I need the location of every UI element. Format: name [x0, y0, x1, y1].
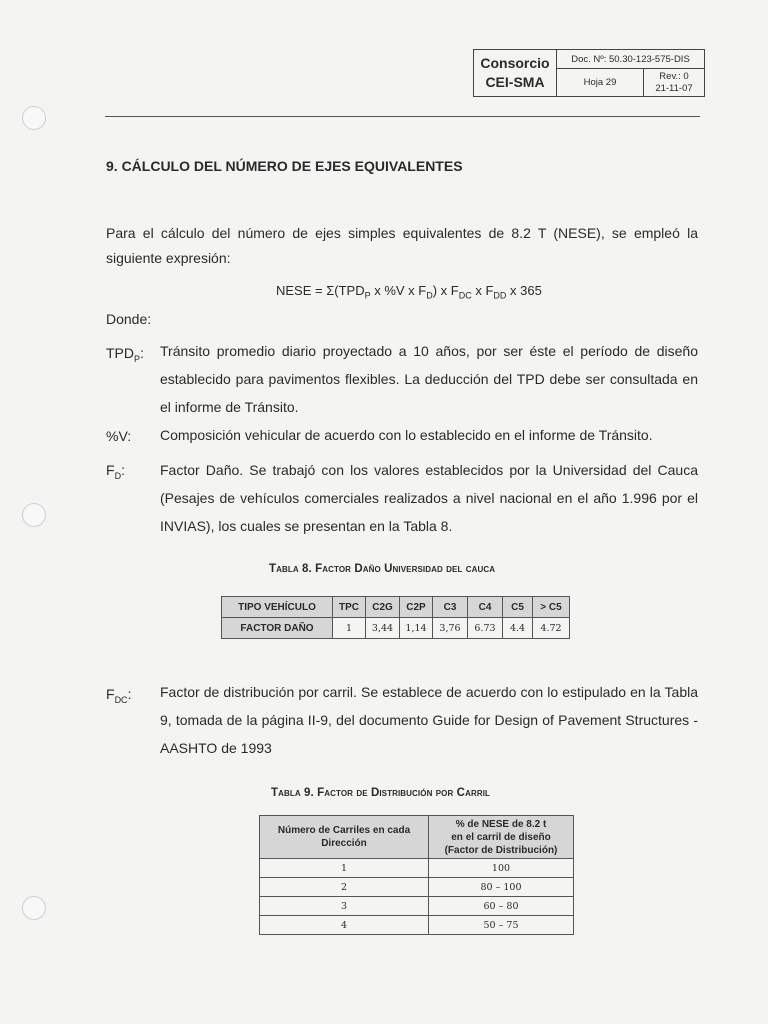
table8-header-cell: C2G	[366, 597, 400, 618]
table9-factor-cell: 60 – 80	[429, 897, 574, 916]
header-divider	[105, 116, 700, 117]
table8-row-label: FACTOR DAÑO	[222, 618, 333, 639]
table-row	[222, 618, 570, 639]
organization-name: Consorcio CEI-SMA	[474, 50, 557, 97]
table8-row-label: TIPO VEHÍCULO	[222, 597, 333, 618]
table9-header-factor: % de NESE de 8.2 t en el carril de diseño (Factor de Distribución)	[429, 816, 574, 859]
table8-damage-factor	[221, 596, 570, 639]
document-header	[473, 49, 705, 97]
definition-tpd: Tránsito promedio diario proyectado a 10 años, por ser éste el período de diseño establecido para pavimentos flexibles. La deducción del TPD debe ser consultada en el informe de Tránsito.	[160, 343, 698, 415]
page-number: Hoja 29	[557, 69, 644, 97]
document-number: Doc. Nº: 50.30-123-575-DIS	[557, 50, 705, 69]
intro-paragraph: Para el cálculo del número de ejes simples equivalentes de 8.2 T (NESE), se empleó la siguiente expresión:	[106, 225, 698, 266]
definition-pv: Composición vehicular de acuerdo con lo establecido en el informe de Tránsito.	[160, 427, 653, 443]
table9-caption: Tabla 9. Factor de Distribución por Carril	[271, 787, 491, 799]
table9-lanes-cell: 2	[260, 878, 429, 897]
table9-factor-cell: 50 – 75	[429, 916, 574, 935]
nese-formula: NESE = $\Sigma(TPD_P$ x %V x $F_D$) x $F_{DC}$ x $F_{DD}$ x 365	[276, 283, 542, 301]
term-pv: %V:	[106, 428, 132, 444]
table8-header-cell: C4	[468, 597, 503, 618]
table-row	[260, 816, 574, 859]
definition-fdc: Factor de distribución por carril. Se establece de acuerdo con lo estipulado en la Tabla 9, tomada de la página II-9, del documento Guide for Design of Pavement Structures - AASHTO de 1993	[160, 684, 698, 756]
definition-fd: Factor Daño. Se trabajó con los valores establecidos por la Universidad del Cauca (Pesajes de vehículos comerciales realizados a nivel nacional en el año 1.996 por el INVIAS), los cuales se presentan en la Tabla 8.	[160, 462, 698, 534]
table8-header-cell: C2P	[400, 597, 433, 618]
binder-hole-middle	[22, 503, 46, 527]
donde-label: Donde:	[106, 311, 152, 327]
table9-factor-cell: 100	[429, 859, 574, 878]
table8-header-cell: TPC	[333, 597, 366, 618]
table-row	[260, 897, 574, 916]
table-row	[260, 916, 574, 935]
table8-value-cell: 4.72	[533, 618, 570, 639]
binder-hole-top	[22, 106, 46, 130]
table8-value-cell: 3,44	[366, 618, 400, 639]
table8-value-cell: 1	[333, 618, 366, 639]
table8-header-cell: C5	[503, 597, 533, 618]
revision-info: Rev.: 0 21-11-07	[644, 69, 705, 97]
term-fdc: $F_{DC}$:	[106, 686, 132, 705]
table9-lanes-cell: 1	[260, 859, 429, 878]
table-row	[260, 859, 574, 878]
table9-lanes-cell: 4	[260, 916, 429, 935]
table9-header-lanes: Número de Carriles en cada Dirección	[260, 816, 429, 859]
table8-value-cell: 3,76	[433, 618, 468, 639]
table8-value-cell: 1,14	[400, 618, 433, 639]
table9-factor-cell: 80 – 100	[429, 878, 574, 897]
term-fd: $F_D$:	[106, 462, 125, 481]
section-title: 9. CÁLCULO DEL NÚMERO DE EJES EQUIVALENTES	[106, 158, 463, 174]
table8-value-cell: 4.4	[503, 618, 533, 639]
table-row	[222, 597, 570, 618]
table8-header-cell: C3	[433, 597, 468, 618]
term-tpd: $TPD_P$:	[106, 345, 144, 364]
table8-value-cell: 6.73	[468, 618, 503, 639]
table9-lanes-cell: 3	[260, 897, 429, 916]
table9-lane-distribution	[259, 815, 574, 935]
table8-caption: Tabla 8. Factor Daño Universidad del cauca	[269, 563, 496, 575]
binder-hole-bottom	[22, 896, 46, 920]
table-row	[260, 878, 574, 897]
table8-header-cell: > C5	[533, 597, 570, 618]
